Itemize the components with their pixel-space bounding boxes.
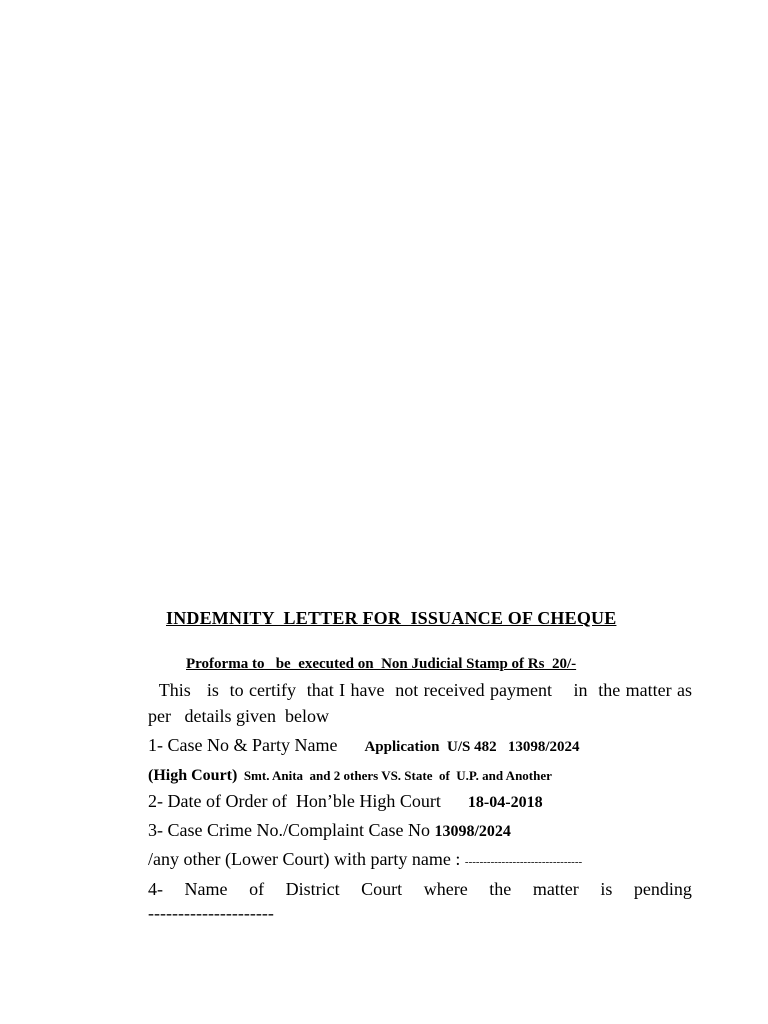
crime-no-line xyxy=(148,820,708,841)
district-court-word: District xyxy=(285,879,340,899)
district-court-word: Name xyxy=(184,879,228,899)
order-date-line xyxy=(148,791,708,812)
case-no-value: Application U/S 482 13098/2024 xyxy=(364,739,580,755)
district-court-word: the xyxy=(489,879,512,899)
district-court-line xyxy=(148,879,692,900)
district-court-word: pending xyxy=(633,879,692,899)
district-court-word: of xyxy=(249,879,265,899)
lower-court-label: /any other (Lower Court) with party name : xyxy=(148,849,465,869)
district-court-words xyxy=(148,879,692,900)
crime-no-label: 3- Case Crime No./Complaint Case No xyxy=(148,820,435,840)
parties-value: Smt. Anita and 2 others VS. State of U.P. and Another xyxy=(237,768,552,783)
district-court-word: matter xyxy=(532,879,579,899)
lower-court-blank: -------------------------------- xyxy=(464,856,583,868)
case-no-line xyxy=(148,735,708,756)
order-date-value: 18-04-2018 xyxy=(467,794,543,811)
district-court-word: where xyxy=(423,879,468,899)
intro-paragraph: This is to certify that I have not received payment in the matter as per details given below xyxy=(148,680,697,726)
order-date-label: 2- Date of Order of Hon’ble High Court xyxy=(148,791,468,811)
district-court-word: 4- xyxy=(148,879,163,899)
court-label: (High Court) xyxy=(148,767,238,784)
case-no-label: 1- Case No & Party Name xyxy=(148,735,365,755)
district-court-blank: --------------------- xyxy=(148,903,274,923)
document-title: INDEMNITY LETTER FOR ISSUANCE OF CHEQUE xyxy=(166,608,617,628)
lower-court-line xyxy=(148,849,708,870)
district-court-word: is xyxy=(600,879,613,899)
parties-line xyxy=(148,764,708,785)
district-court-word: Court xyxy=(361,879,403,899)
document-subtitle: Proforma to be executed on Non Judicial Stamp of Rs 20/- xyxy=(186,656,577,672)
crime-no-value: 13098/2024 xyxy=(434,823,511,840)
